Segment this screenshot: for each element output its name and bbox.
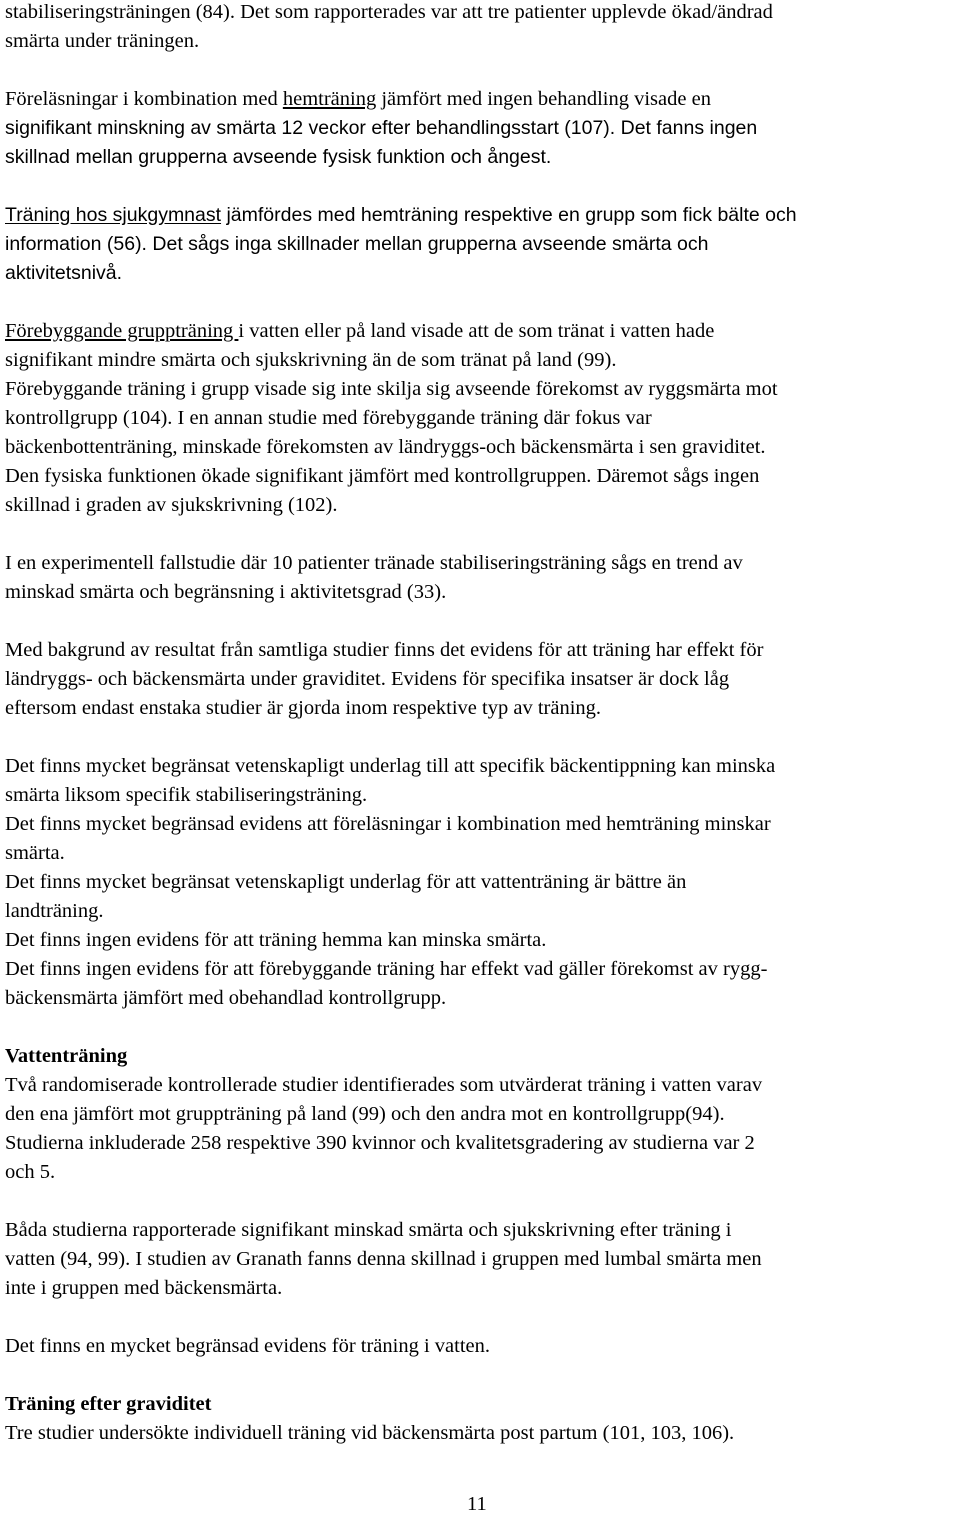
text-line: [5, 696, 601, 720]
text-line: [5, 957, 767, 981]
text-run: vatten (94, 99). I studien av Granath fanns denna skillnad i gruppen med lumbal smärta men: [5, 1248, 762, 1270]
page-number: 11: [467, 1493, 487, 1515]
text-run: signifikant mindre smärta och sjukskrivning än de som tränat på land (99).: [5, 349, 617, 371]
text-run: inte i gruppen med bäckensmärta.: [5, 1277, 283, 1299]
text-line: [5, 1044, 127, 1068]
text-line: [5, 319, 714, 343]
text-run: bäckensmärta jämfört med obehandlad kontrollgrupp.: [5, 987, 447, 1009]
text-line: [5, 406, 652, 430]
text-run: Det finns mycket begränsat vetenskapligt underlag till att specifik bäckentippning kan minska: [5, 755, 776, 777]
text-run: ländryggs- och bäckensmärta under graviditet. Evidens för specifika insatser är dock låg: [5, 668, 730, 690]
text-run: smärta under träningen.: [5, 30, 200, 52]
text-line: [5, 551, 743, 575]
text-line: [5, 1218, 731, 1242]
text-run: i vatten eller på land visade att de som tränat i vatten hade: [238, 320, 715, 342]
text-run: Det finns ingen evidens för att träning hemma kan minska smärta.: [5, 929, 547, 951]
text-line: [5, 348, 616, 372]
text-line: [5, 1073, 762, 1097]
text-run: Det finns mycket begränsad evidens att föreläsningar i kombination med hemträning minskar: [5, 813, 771, 835]
text-run: Det finns en mycket begränsad evidens för träning i vatten.: [5, 1335, 491, 1357]
text-run: Båda studierna rapporterade signifikant minskad smärta och sjukskrivning efter träning i: [5, 1219, 732, 1241]
text-line: [5, 1247, 762, 1271]
text-run: Det finns mycket begränsat vetenskapligt underlag för att vattenträning är bättre än: [5, 871, 687, 893]
text-line: [5, 116, 757, 140]
text-run: aktivitetsnivå.: [5, 262, 123, 284]
text-line: [5, 232, 708, 256]
text-line: [5, 1276, 282, 1300]
text-line: [5, 928, 546, 952]
text-line: [5, 87, 711, 111]
text-line: [5, 1334, 490, 1358]
text-line: [5, 464, 759, 488]
text-line: [5, 203, 797, 227]
text-line: [5, 261, 122, 285]
text-run: skillnad i graden av sjukskrivning (102).: [5, 494, 338, 516]
text-line: [5, 899, 104, 923]
text-run: landträning.: [5, 900, 104, 922]
underlined-phrase: Förebyggande gruppträning: [5, 320, 239, 342]
text-run: Tre studier undersökte individuell träning vid bäckensmärta post partum (101, 103, 106).: [5, 1422, 735, 1444]
text-run: minskad smärta och begränsning i aktivitetsgrad (33).: [5, 581, 447, 603]
text-run: smärta.: [5, 842, 65, 864]
text-run: information (56). Det sågs inga skillnader mellan grupperna avseende smärta och: [5, 233, 709, 255]
text-run: skillnad mellan grupperna avseende fysisk funktion och ångest.: [5, 146, 552, 168]
text-run: Föreläsningar i kombination med: [5, 88, 283, 110]
text-run: Det finns ingen evidens för att förebyggande träning har effekt vad gäller förekomst av rygg-: [5, 958, 768, 980]
text-line: [5, 580, 446, 604]
text-run: den ena jämfört mot gruppträning på land (99) och den andra mot en kontrollgrupp(94).: [5, 1103, 725, 1125]
text-line: [5, 493, 338, 517]
text-line: [5, 841, 65, 865]
text-run: Två randomiserade kontrollerade studier identifierades som utvärderat träning i vatten varav: [5, 1074, 763, 1096]
text-run: jämfördes med hemträning respektive en grupp som fick bälte och: [221, 204, 797, 226]
text-line: [5, 1102, 725, 1126]
text-line: [5, 1421, 734, 1445]
text-line: [5, 812, 771, 836]
text-line: [5, 377, 778, 401]
text-run: smärta liksom specifik stabiliseringsträning.: [5, 784, 368, 806]
text-line: [5, 667, 729, 691]
section-heading: Vattenträning: [5, 1045, 128, 1067]
text-line: [5, 870, 686, 894]
text-run: eftersom endast enstaka studier är gjorda inom respektive typ av träning.: [5, 697, 602, 719]
underlined-phrase: Träning hos sjukgymnast: [5, 204, 222, 226]
text-line: [5, 435, 766, 459]
underlined-phrase: hemträning: [282, 88, 377, 110]
text-run: Den fysiska funktionen ökade signifikant jämfört med kontrollgruppen. Däremot sågs ingen: [5, 465, 760, 487]
text-run: stabiliseringsträningen (84). Det som rapporterades var att tre patienter upplevde ökad/ändrad: [5, 1, 773, 23]
text-run: kontrollgrupp (104). I en annan studie med förebyggande träning där fokus var: [5, 407, 652, 429]
text-line: [5, 1131, 755, 1155]
text-run: Studierna inkluderade 258 respektive 390 kvinnor och kvalitetsgradering av studierna var 2: [5, 1132, 755, 1154]
text-line: [5, 754, 775, 778]
text-line: [5, 29, 199, 53]
text-run: och 5.: [5, 1161, 56, 1183]
text-line: [5, 986, 446, 1010]
text-run: bäckenbottenträning, minskade förekomsten av ländryggs-och bäckensmärta i sen graviditet.: [5, 436, 766, 458]
text-run: Med bakgrund av resultat från samtliga studier finns det evidens för att träning har effekt för: [5, 639, 764, 661]
text-line: [5, 145, 551, 169]
text-line: [5, 783, 367, 807]
text-line: [5, 1392, 211, 1416]
text-line: [5, 638, 763, 662]
text-line: [5, 0, 773, 24]
text-run: jämfört med ingen behandling visade en: [376, 88, 711, 110]
text-run: Förebyggande träning i grupp visade sig inte skilja sig avseende förekomst av ryggsmärta mot: [5, 378, 778, 400]
text-run: I en experimentell fallstudie där 10 patienter tränade stabiliseringsträning sågs en trend av: [5, 552, 743, 574]
section-heading: Träning efter graviditet: [5, 1393, 212, 1415]
text-line: [5, 1160, 55, 1184]
text-run: signifikant minskning av smärta 12 veckor efter behandlingsstart (107). Det fanns ingen: [5, 117, 758, 139]
